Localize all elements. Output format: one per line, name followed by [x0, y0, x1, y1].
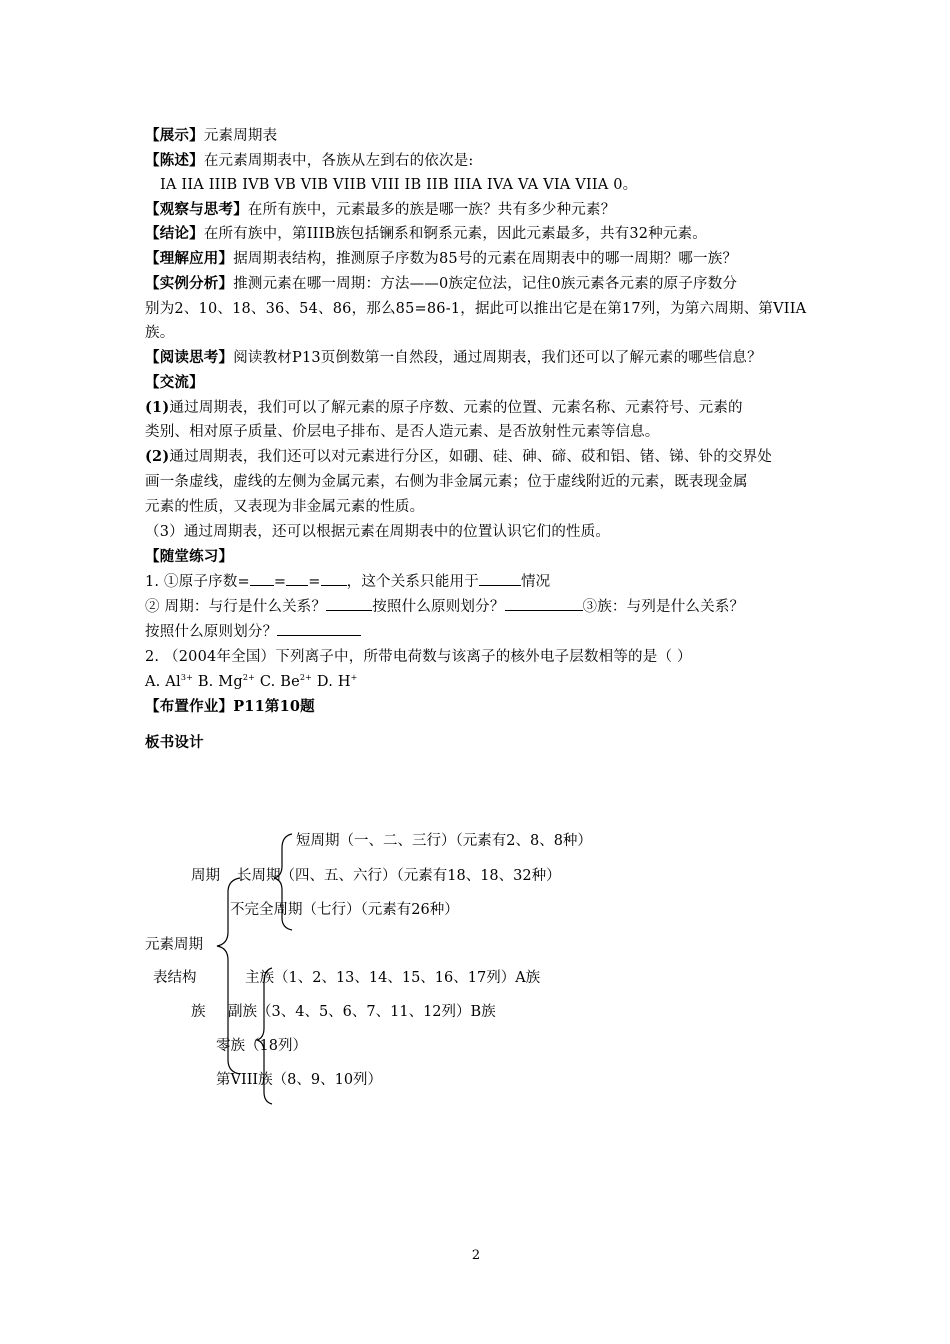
line-exercise-1: 1. ①原子序数= = = ，这个关系只能用于 情况	[145, 570, 815, 595]
line-exercise-2: 2. （2004年全国）下列离子中，所带电荷数与该离子的核外电子层数相等的是（ ）	[145, 649, 692, 665]
board-main-group: 主族（1、2、13、14、15、16、17列）A族	[245, 970, 541, 986]
line-apply: 【理解应用】据周期表结构，推测原子序数为85号的元素在周期表中的哪一周期？哪一族？	[145, 250, 738, 267]
line-point-2-end: 元素的性质，又表现为非金属元素的性质。	[145, 499, 425, 515]
line-statement: 【陈述】在元素周期表中，各族从左到右的依次是:	[145, 152, 474, 169]
line-exchange: 【交流】	[145, 374, 204, 391]
board-viii-group: 第VIII族（8、9、10列）	[216, 1072, 383, 1088]
line-exercise-period: ② 周期：与行是什么关系？ 按照什么原则划分？ ③族：与列是什么关系？	[145, 595, 815, 620]
board-root-line-2: 表结构	[153, 970, 197, 986]
board-group-label: 族	[191, 1004, 206, 1020]
line-observe: 【观察与思考】在所有族中，元素最多的族是哪一族？共有多少种元素？	[145, 201, 616, 218]
board-title: 板书设计	[145, 734, 204, 751]
board-incomplete-period: 不完全周期（七行）（元素有26种）	[230, 902, 459, 918]
line-practice: 【随堂练习】	[145, 548, 234, 565]
line-exercise-group: 按照什么原则划分？	[145, 620, 815, 645]
line-example-end: 族。	[145, 325, 175, 341]
line-example: 【实例分析】推测元素在哪一周期：方法——0族定位法，记住0族元素各元素的原子序数分	[145, 275, 738, 292]
line-homework: 【布置作业】P11第10题	[145, 698, 315, 715]
line-conclusion: 【结论】在所有族中，第IIIB族包括镧系和锕系元素，因此元素最多，共有32种元素。	[145, 225, 707, 242]
line-group-order: IA IIA IIIB IVB VB VIB VIIB VIII IB IIB IIIA IVA VA VIA VIIA 0。	[160, 177, 638, 193]
page-number: 2	[471, 1248, 481, 1263]
board-zero-group: 零族（18列）	[216, 1038, 307, 1054]
line-reading: 【阅读思考】阅读教材P13页倒数第一自然段，通过周期表，我们还可以了解元素的哪些信息？	[145, 349, 762, 366]
board-period-label: 周期	[191, 868, 220, 884]
line-example-cont: 别为2、10、18、36、54、86，那么85=86-1，据此可以推出它是在第17列，为第六周期、第VIIA	[145, 301, 807, 317]
board-root-line-1: 元素周期	[145, 937, 203, 953]
board-long-period: 长周期（四、五、六行）（元素有18、18、32种）	[237, 868, 561, 884]
board-short-period: 短周期（一、二、三行）（元素有2、8、8种）	[296, 833, 592, 849]
line-point-1: (1)通过周期表，我们可以了解元素的原子序数、元素的位置、元素名称、元素符号、元素的	[145, 399, 743, 416]
board-sub-group: 副族（3、4、5、6、7、11、12列）B族	[228, 1004, 496, 1020]
line-options: A. $Al^{3+}$ B. $Mg^{2+}$ C. $Be^{2+}$ D. H+	[145, 673, 358, 690]
line-point-2-cont: 画一条虚线，虚线的左侧为金属元素，右侧为非金属元素；位于虚线附近的元素，既表现金属	[145, 474, 748, 490]
line-display: 【展示】元素周期表	[145, 127, 278, 144]
line-point-2: (2)通过周期表，我们还可以对元素进行分区，如硼、硅、砷、碲、砹和铝、锗、锑、钋的交界处	[145, 448, 773, 465]
line-point-1-cont: 类别、相对原子质量、价层电子排布、是否人造元素、是否放射性元素等信息。	[145, 424, 660, 440]
line-point-3: （3）通过周期表，还可以根据元素在周期表中的位置认识它们的性质。	[145, 524, 611, 540]
